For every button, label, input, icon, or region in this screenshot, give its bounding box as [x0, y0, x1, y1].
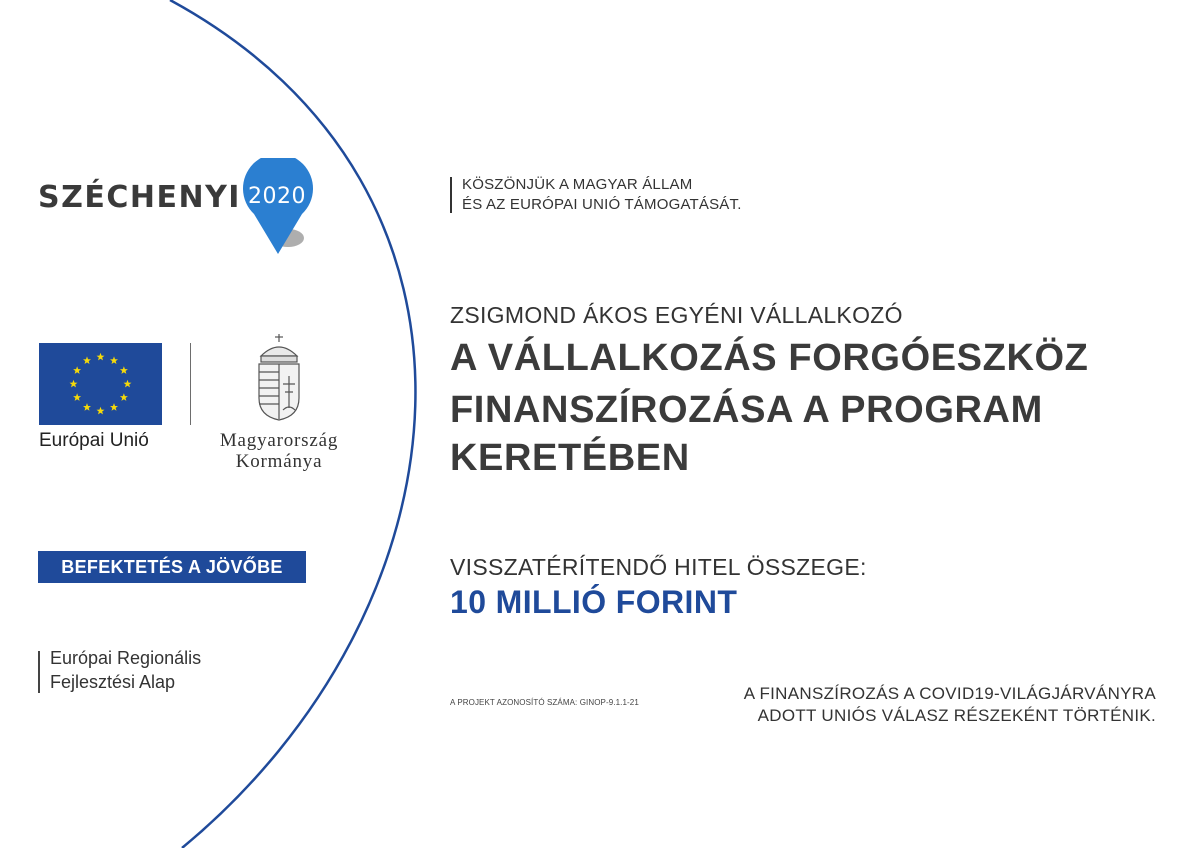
loan-label: VISSZATÉRÍTENDŐ HITEL ÖSSZEGE:	[450, 554, 867, 580]
government-label-line2: Kormánya	[235, 451, 323, 472]
thanks-line1: KÖSZÖNJÜK A MAGYAR ÁLLAM	[462, 176, 693, 193]
erdf-divider	[38, 651, 40, 693]
thanks-divider	[450, 177, 452, 213]
hungarian-crest-icon	[253, 332, 305, 422]
project-title-line2: FINANSZÍROZÁSA A PROGRAM	[450, 389, 1043, 431]
eu-label: Európai Unió	[39, 430, 149, 451]
erdf-label-line1: Európai Regionális	[50, 648, 202, 668]
covid-note-line1: A FINANSZÍROZÁS A COVID19-VILÁGJÁRVÁNYRA	[743, 684, 1156, 703]
invest-future-banner: BEFEKTETÉS A JÖVŐBE	[38, 551, 306, 583]
project-title-line3: KERETÉBEN	[450, 437, 690, 479]
beneficiary-name: ZSIGMOND ÁKOS EGYÉNI VÁLLALKOZÓ	[450, 302, 903, 328]
project-title-line1: A VÁLLALKOZÁS FORGÓESZKÖZ	[450, 337, 1089, 379]
szechenyi-year: 2020	[248, 184, 306, 209]
szechenyi-wordmark: SZÉCHENYI	[38, 180, 241, 215]
erdf-label-line2: Fejlesztési Alap	[50, 672, 176, 692]
thanks-line2: ÉS AZ EURÓPAI UNIÓ TÁMOGATÁSÁT.	[462, 196, 742, 213]
project-id: A PROJEKT AZONOSÍTÓ SZÁMA: GINOP-9.1.1-21	[450, 698, 639, 707]
eu-flag-icon	[39, 343, 162, 425]
loan-amount: 10 MILLIÓ FORINT	[450, 584, 738, 620]
logo-divider	[190, 343, 191, 425]
government-label-line1: Magyarország	[219, 430, 339, 451]
covid-note-line2: ADOTT UNIÓS VÁLASZ RÉSZEKÉNT TÖRTÉNIK.	[757, 706, 1156, 725]
